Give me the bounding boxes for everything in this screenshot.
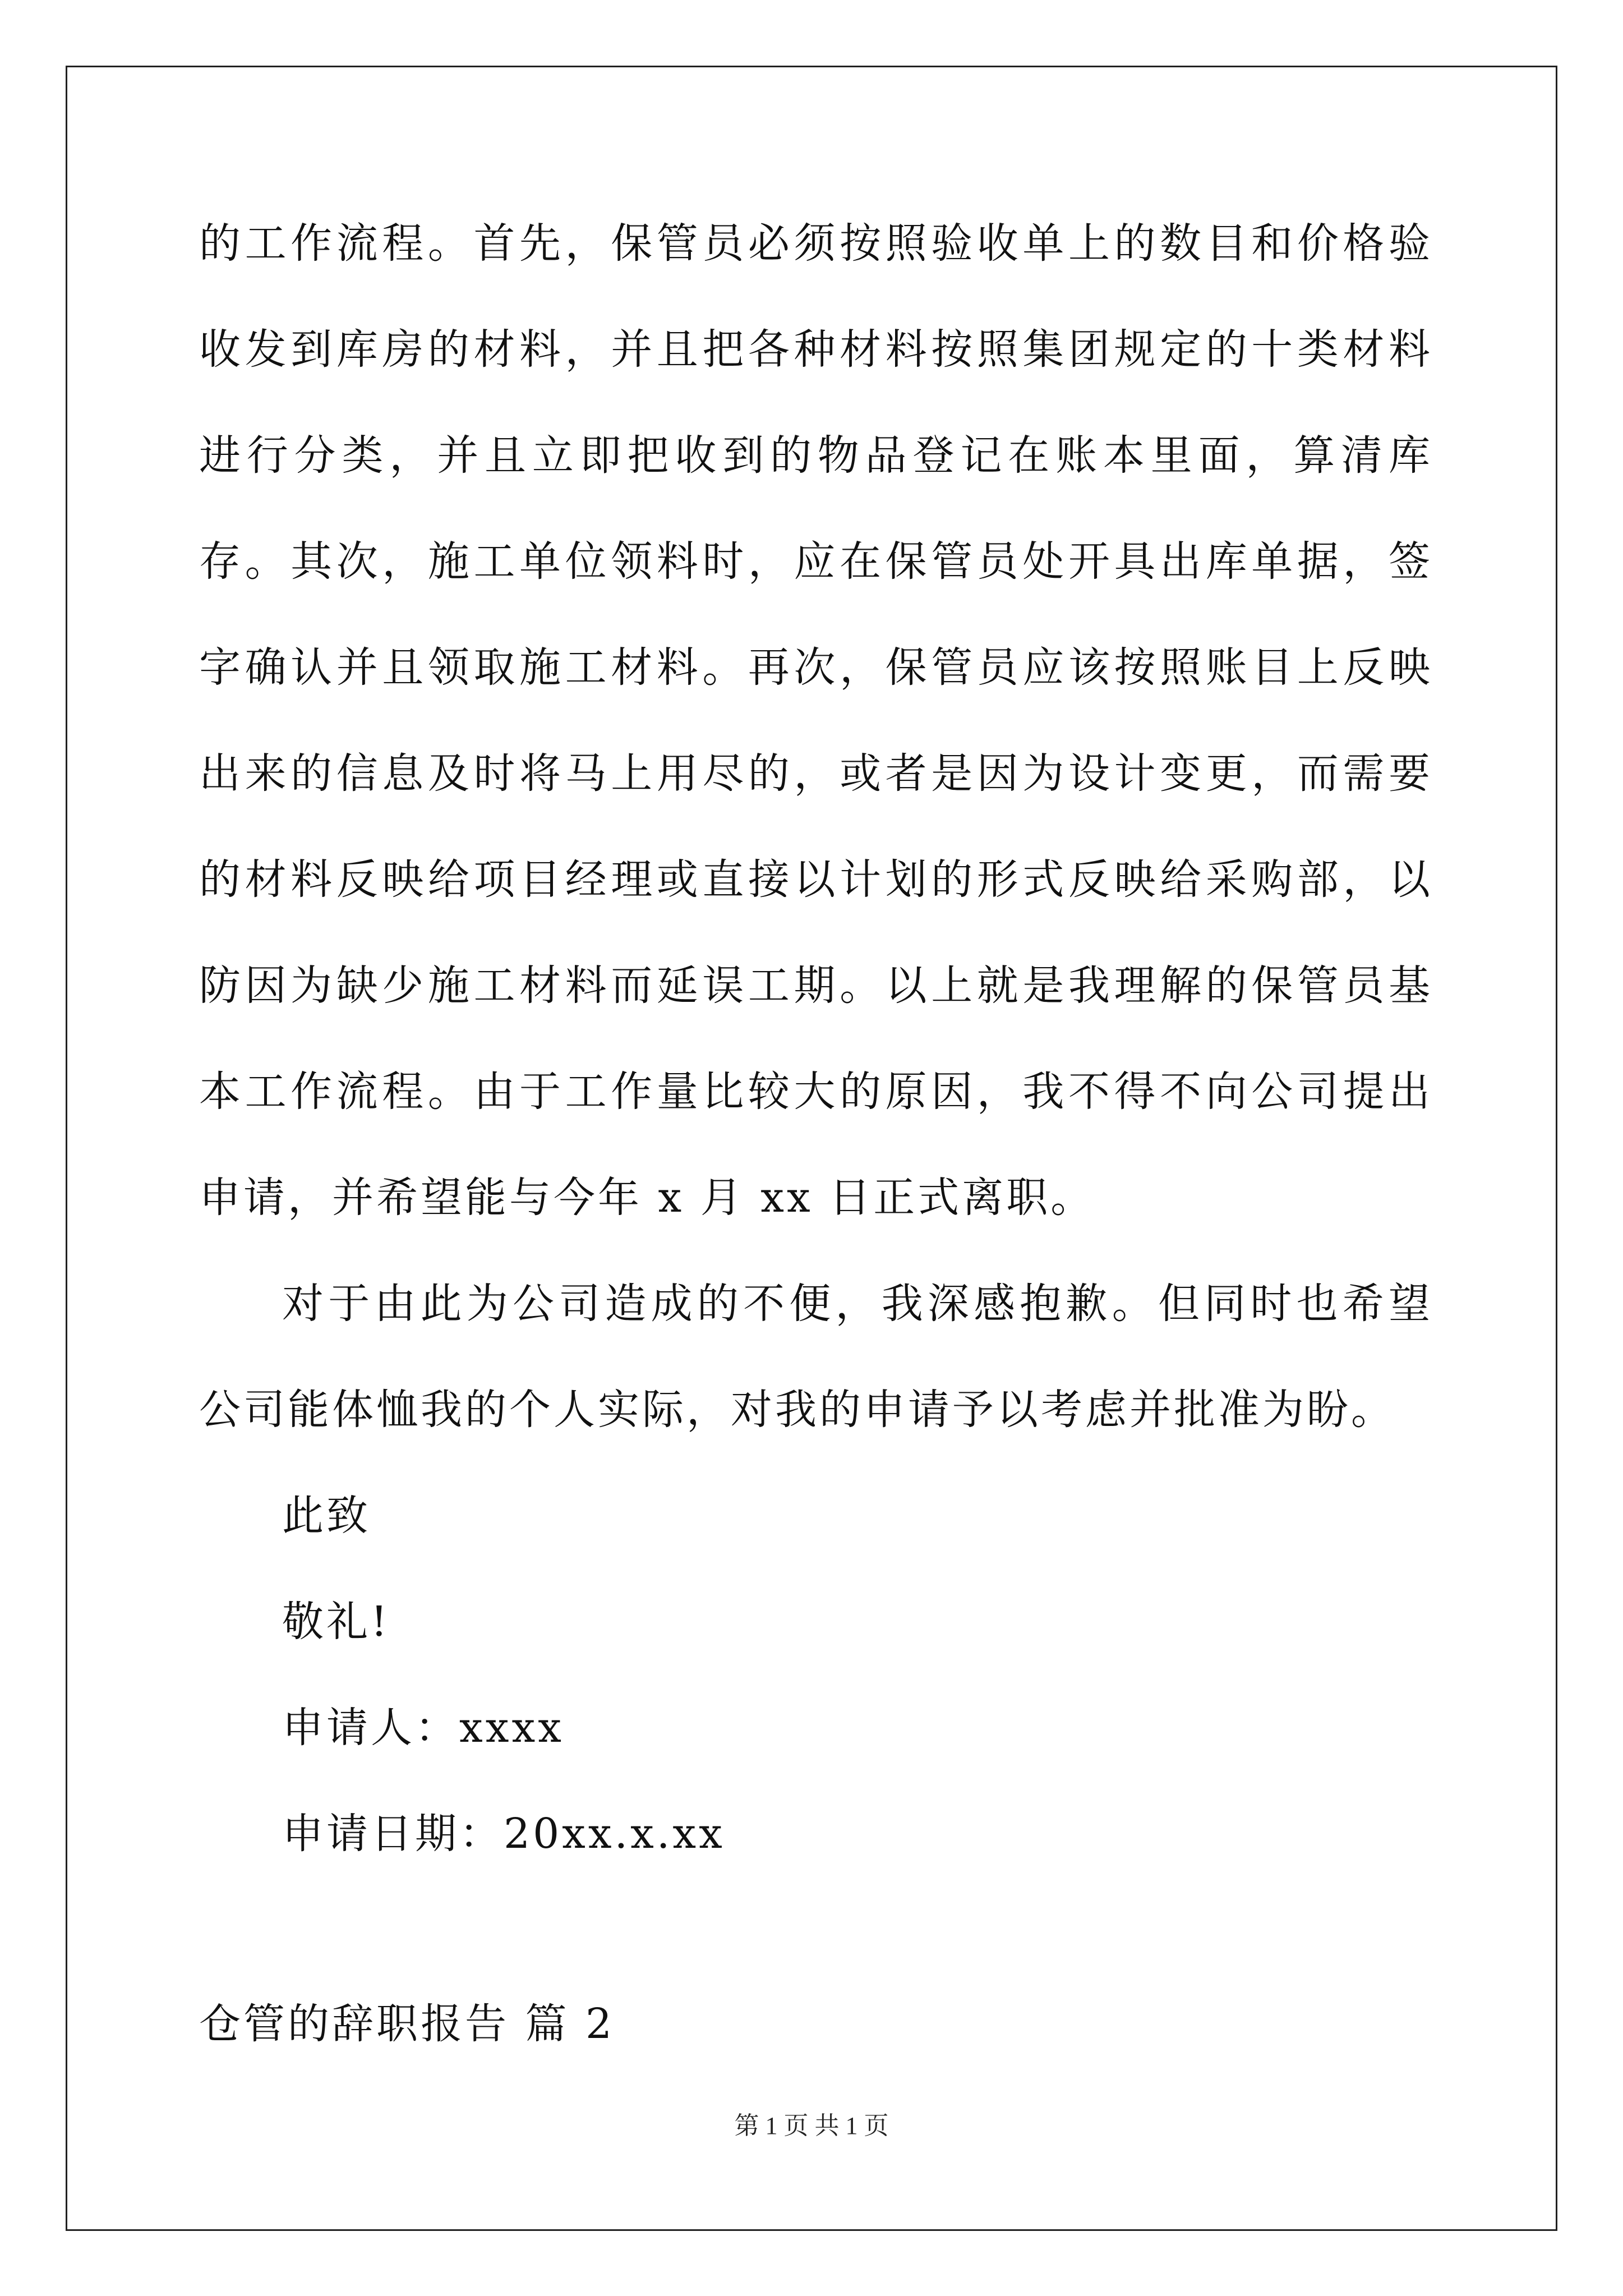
page-footer: 第 1 页 共 1 页 [734, 2112, 889, 2139]
body-paragraph-1: 的工作流程。首先，保管员必须按照验收单上的数目和价格验收发到库房的材料，并且把各种材料按照集团规定的十类材料进行分类，并且立即把收到的物品登记在账本里面，算清库存。其次，施工单位领料时，应在保管员处开具出库单据，签字确认并且领取施工材料。再次，保管员应该按照账目上反映出来的信息及时将马上用尽的，或者是因为设计变更，而需要的材料反映给项目经理或直接以计划的形式反映给采购部，以防因为缺少施工材料而延误工期。以上就是我理解的保管员基本工作流程。由于工作量比较大的原因，我不得不向公司提出申请，并希望能与今年 x 月 xx 日正式离职。 [199, 219, 1433, 1222]
applicant-line: 申请人：xxxx [282, 1704, 564, 1752]
closing-regards: 敬礼! [282, 1598, 390, 1646]
document-body [199, 191, 1433, 2077]
section-heading: 仓管的辞职报告 篇 2 [199, 2000, 615, 2048]
closing-salutation: 此致 [282, 1492, 371, 1540]
application-date-line: 申请日期：20xx.x.xx [282, 1810, 725, 1858]
body-paragraph-2: 对于由此为公司造成的不便，我深感抱歉。但同时也希望公司能体恤我的个人实际，对我的申请予以考虑并批准为盼。 [199, 1280, 1433, 1434]
